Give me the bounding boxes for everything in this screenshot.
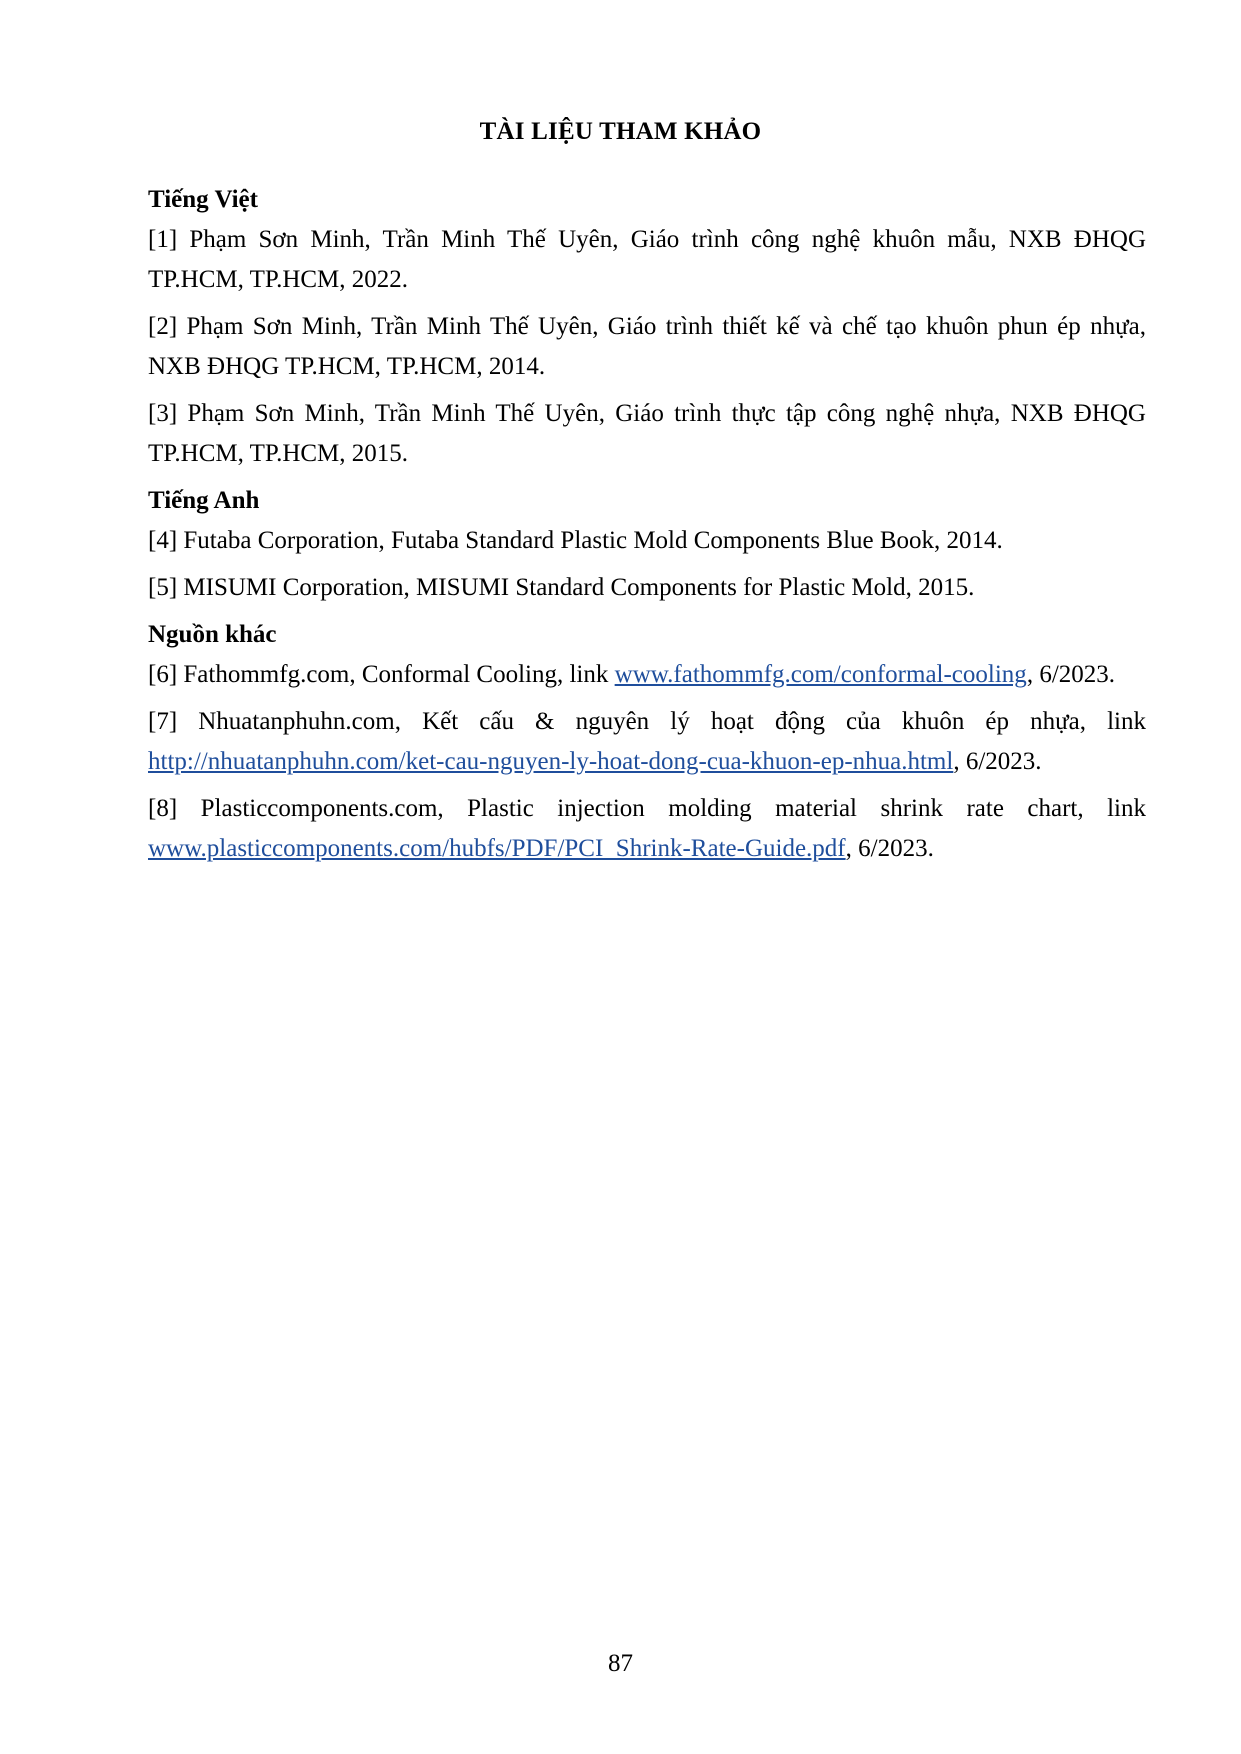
reference-link-6[interactable]: www.fathommfg.com/conformal-cooling <box>614 661 1027 688</box>
reference-item-4: [4] Futaba Corporation, Futaba Standard Plastic Mold Components Blue Book, 2014. <box>148 527 1003 554</box>
section-heading-english: Tiếng Anh <box>148 487 260 514</box>
reference-item-1: [1] Phạm Sơn Minh, Trần Minh Thế Uyên, Giáo trình công nghệ khuôn mẫu, NXB ĐHQG TP.HCM, TP.HCM, 2022. <box>148 226 1146 293</box>
section-heading-other-sources: Nguồn khác <box>148 621 277 648</box>
reference-item-2: [2] Phạm Sơn Minh, Trần Minh Thế Uyên, Giáo trình thiết kế và chế tạo khuôn phun ép nhựa, NXB ĐHQG TP.HCM, TP.HCM, 2014. <box>148 313 1146 380</box>
reference-item-5: [5] MISUMI Corporation, MISUMI Standard Components for Plastic Mold, 2015. <box>148 574 975 601</box>
reference-item-6: [6] Fathommfg.com, Conformal Cooling, link www.fathommfg.com/conformal-cooling, 6/2023. <box>148 661 1116 688</box>
reference-link-7[interactable]: http://nhuatanphuhn.com/ket-cau-nguyen-ly-hoat-dong-cua-khuon-ep-nhua.html <box>148 748 954 775</box>
reference-item-8: [8] Plasticcomponents.com, Plastic injection molding material shrink rate chart, link www.plasticcomponents.com/hubfs/PDF/PCI_Shrink-Rate-Guide.pdf, 6/2023. <box>148 795 1146 862</box>
page-number: 87 <box>608 1650 633 1677</box>
references-list <box>148 180 1146 876</box>
page-title: TÀI LIỆU THAM KHẢO <box>479 118 762 145</box>
reference-item-7: [7] Nhuatanphuhn.com, Kết cấu & nguyên lý hoạt động của khuôn ép nhựa, link http://nhuatanphuhn.com/ket-cau-nguyen-ly-hoat-dong-cua-khuon-ep-nhua.html, 6/2023. <box>148 708 1146 775</box>
section-heading-vietnamese: Tiếng Việt <box>148 186 258 213</box>
reference-item-3: [3] Phạm Sơn Minh, Trần Minh Thế Uyên, Giáo trình thực tập công nghệ nhựa, NXB ĐHQG TP.HCM, TP.HCM, 2015. <box>148 400 1146 467</box>
reference-link-8[interactable]: www.plasticcomponents.com/hubfs/PDF/PCI_Shrink-Rate-Guide.pdf <box>148 835 846 862</box>
